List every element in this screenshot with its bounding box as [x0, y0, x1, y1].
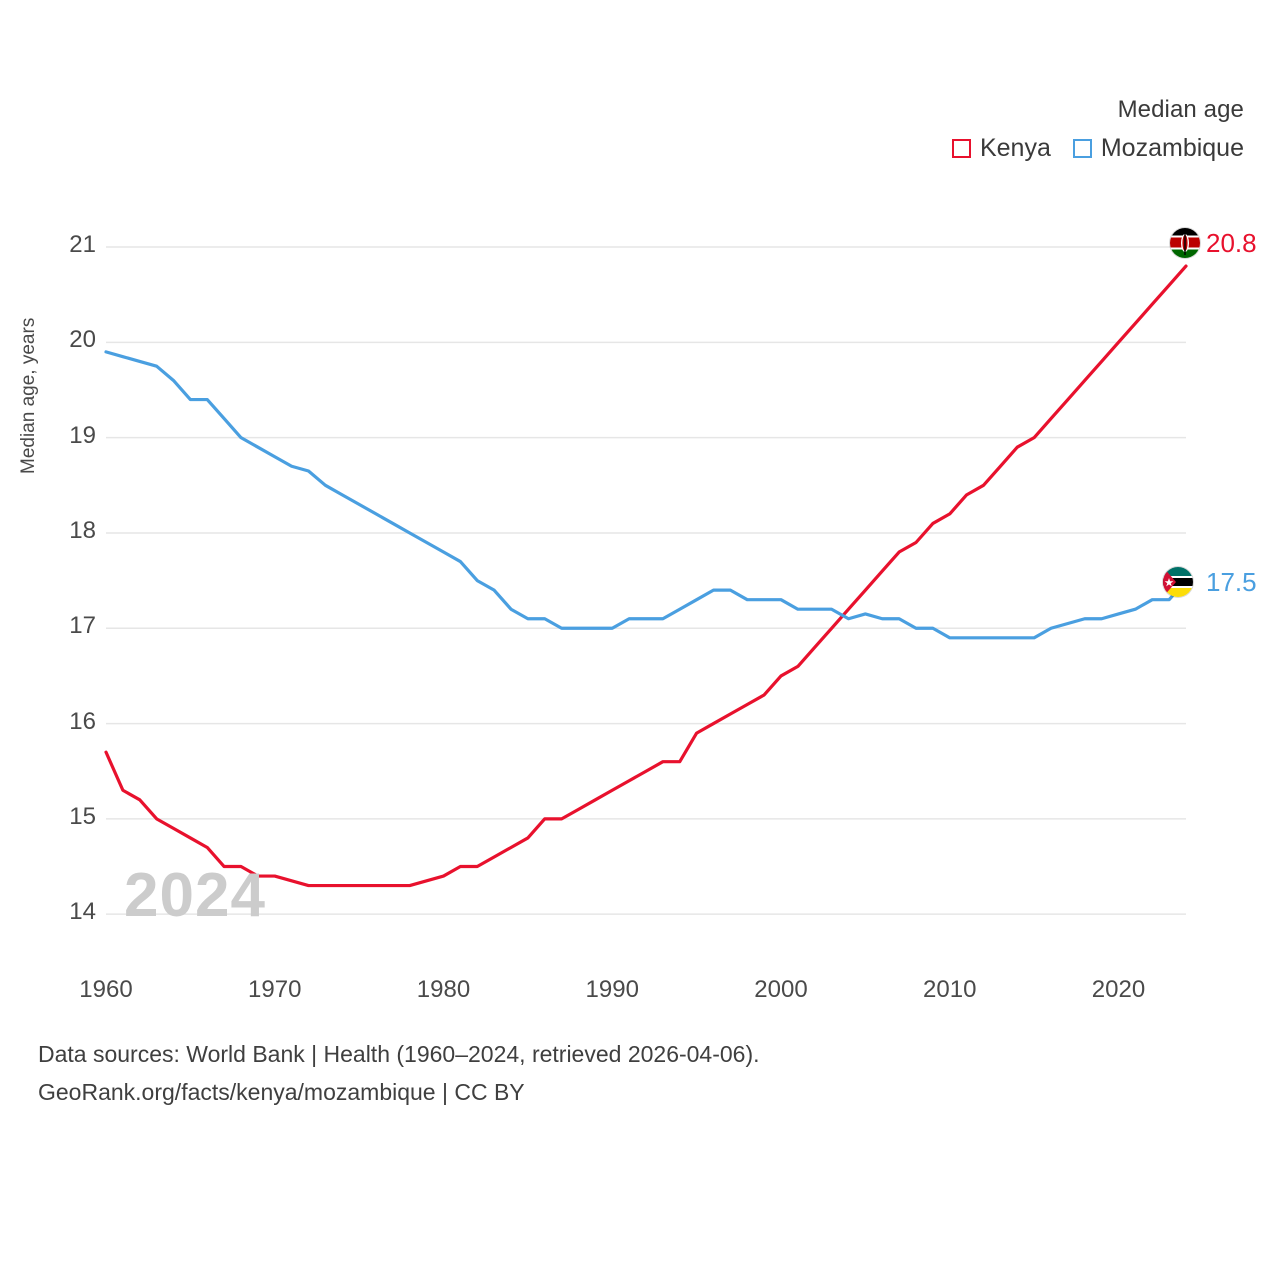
y-tick-18: 18	[69, 516, 96, 544]
footer-data-sources: Data sources: World Bank | Health (1960–2024, retrieved 2026-04-06).	[38, 1041, 760, 1067]
legend-label-mozambique: Mozambique	[1100, 134, 1244, 162]
y-tick-19: 19	[69, 421, 96, 449]
kenya-flag-icon	[1170, 228, 1200, 258]
y-tick-20: 20	[69, 326, 96, 354]
legend-label-kenya: Kenya	[979, 134, 1051, 162]
x-tick-2020: 2020	[1091, 976, 1146, 1003]
x-tick-1970: 1970	[248, 976, 302, 1003]
y-axis-title: Median age, years	[18, 317, 39, 474]
footer-attribution: GeoRank.org/facts/kenya/mozambique | CC BY	[38, 1078, 525, 1105]
chart-footer	[38, 1036, 760, 1112]
x-tick-1990: 1990	[585, 976, 639, 1003]
x-tick-1980: 1980	[416, 976, 471, 1003]
x-tick-2000: 2000	[754, 976, 808, 1003]
y-tick-14: 14	[69, 898, 96, 926]
year-watermark: 2024	[124, 861, 266, 930]
kenya-end-value: 20.8	[1206, 228, 1257, 258]
y-tick-17: 17	[69, 612, 96, 640]
mozambique-flag-icon	[1163, 567, 1193, 597]
mozambique-end-value: 17.5	[1206, 567, 1257, 597]
x-tick-2010: 2010	[923, 976, 977, 1003]
legend-title: Median age	[1117, 96, 1244, 123]
y-tick-15: 15	[69, 802, 96, 830]
y-tick-16: 16	[69, 707, 96, 735]
x-tick-1960: 1960	[79, 976, 133, 1003]
y-tick-21: 21	[69, 231, 96, 259]
